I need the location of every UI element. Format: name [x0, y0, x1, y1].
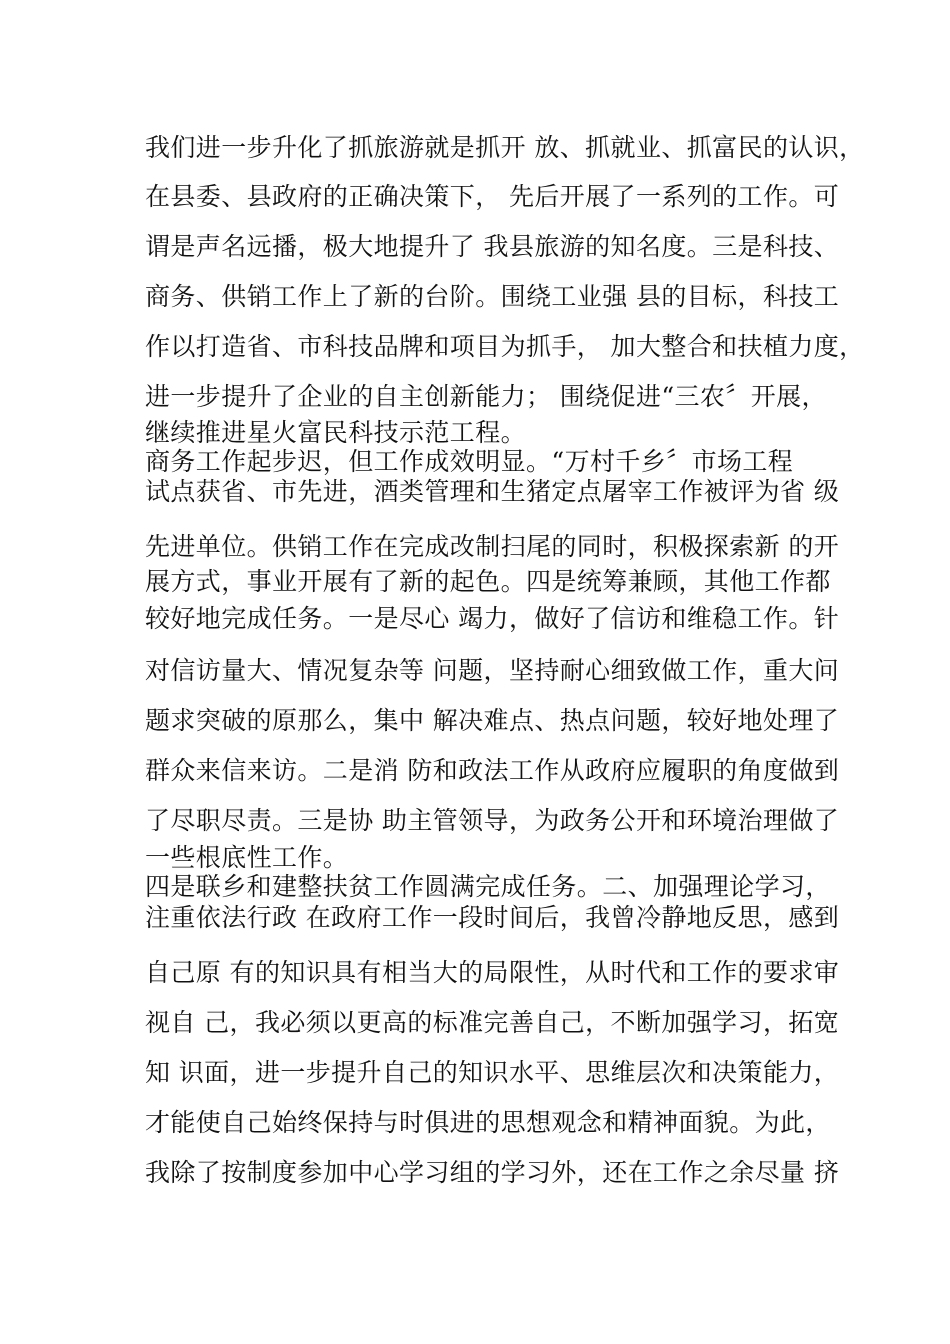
- text-line: 我除了按制度参加中心学习组的学习外，还在工作之余尽量 挤: [145, 1158, 840, 1187]
- text-line: 展方式，事业开展有了新的起色。四是统筹兼顾，其他工作都: [145, 567, 831, 596]
- text-line: 继续推进星火富民科技示范工程。: [145, 418, 527, 447]
- text-line: 才能使自己始终保持与时俱进的思想观念和精神面貌。为此，: [145, 1108, 831, 1137]
- text-line: 一些根底性工作。: [145, 843, 349, 872]
- text-line: 商务、供销工作上了新的台阶。围绕工业强 县的目标，科技工: [145, 282, 840, 311]
- text-line: 自己原 有的知识具有相当大的局限性，从时代和工作的要求审: [145, 958, 840, 987]
- text-line: 较好地完成任务。一是尽心 竭力，做好了信访和维稳工作。针: [145, 604, 840, 633]
- text-line: 知 识面，进一步提升自己的知识水平、思维层次和决策能力，: [145, 1058, 840, 1087]
- text-line: 对信访量大、情况复杂等 问题，坚持耐心细致做工作，重大问: [145, 656, 840, 685]
- text-line: 四是联乡和建整扶贫工作圆满完成任务。二、加强理论学习，: [145, 872, 831, 901]
- text-line: 谓是声名远播，极大地提升了 我县旅游的知名度。三是科技、: [145, 232, 840, 261]
- text-line: 我们进一步升化了抓旅游就是抓开 放、抓就业、抓富民的认识，: [145, 133, 865, 162]
- text-line: 商务工作起步迟，但工作成效明显。“万村千乡〞市场工程: [145, 447, 794, 476]
- text-line: 题求突破的原那么，集中 解决难点、热点问题，较好地处理了: [145, 706, 840, 735]
- text-line: 在县委、县政府的正确决策下， 先后开展了一系列的工作。可: [145, 182, 840, 211]
- text-line: 了尽职尽责。三是协 助主管领导，为政务公开和环境治理做了: [145, 806, 840, 835]
- text-line: 进一步提升了企业的自主创新能力； 围绕促进“三农〞开展，: [145, 382, 827, 411]
- text-line: 试点获省、市先进，酒类管理和生猪定点屠宰工作被评为省 级: [145, 477, 840, 506]
- text-line: 视自 己，我必须以更高的标准完善自己，不断加强学习，拓宽: [145, 1008, 840, 1037]
- text-line: 注重依法行政 在政府工作一段时间后，我曾冷静地反思，感到: [145, 903, 840, 932]
- text-line: 先进单位。供销工作在完成改制扫尾的同时，积极探索新 的开: [145, 532, 840, 561]
- text-line: 群众来信来访。二是消 防和政法工作从政府应履职的角度做到: [145, 756, 840, 785]
- text-line: 作以打造省、市科技品牌和项目为抓手， 加大整合和扶植力度，: [145, 332, 865, 361]
